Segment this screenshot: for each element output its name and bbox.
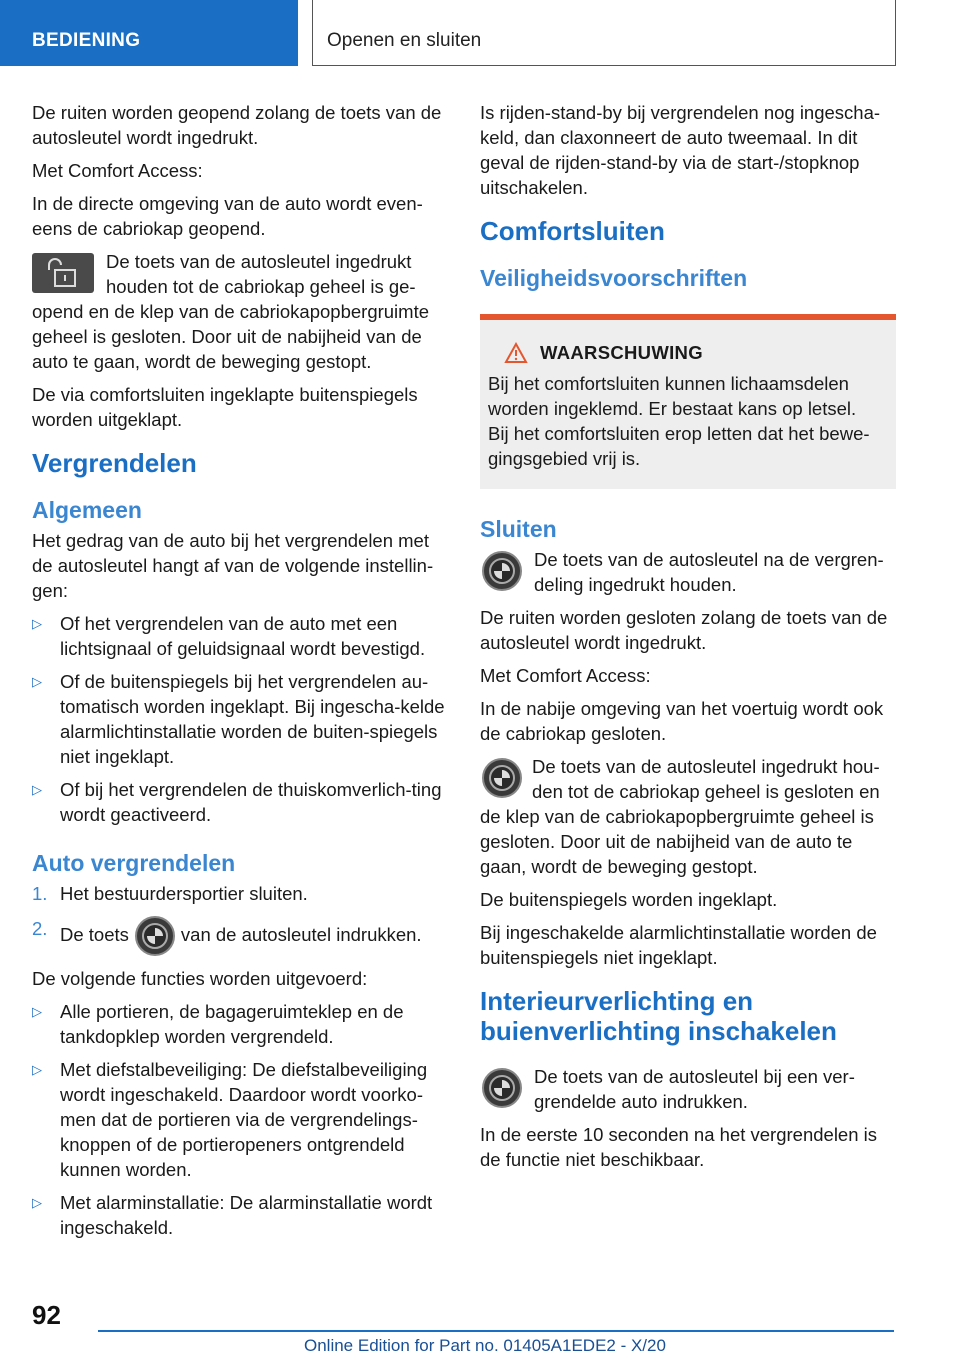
list-item: 1. Het bestuurdersportier sluiten. — [32, 883, 308, 904]
triangle-bullet-icon: ▷ — [32, 1062, 42, 1077]
paragraph-text: De toets van de autosleutel na de vergren-deling ingedrukt houden. — [534, 549, 884, 595]
page-header — [0, 0, 960, 66]
heading-vergrendelen: Vergrendelen — [32, 448, 197, 478]
list-item: ▷ Alle portieren, de bagageruimteklep en de tankdopklep worden vergrendeld. — [32, 1001, 404, 1047]
paragraph-text: De toets van de autosleutel ingedrukt hou-den tot de cabriokap geheel is gesloten en de klep van de cabriokapopbergruimte geheel is gesloten. Door uit de nabijheid van de auto te gaan, wordt de beweging gestopt. — [480, 756, 880, 877]
heading-sluiten: Sluiten — [480, 516, 557, 542]
chapter-title: Openen en sluiten — [312, 0, 896, 66]
heading-interieurverlichting: Interieurverlichting en buienverlichting inschakelen — [480, 986, 837, 1046]
right-column — [480, 100, 896, 1180]
icon-paragraph — [32, 249, 446, 374]
paragraph: De ruiten worden geopend zolang de toets van de autosleutel wordt ingedrukt. — [32, 102, 442, 148]
paragraph: In de directe omgeving van de auto wordt even-eens de cabriokap geopend. — [32, 193, 423, 239]
paragraph: Met Comfort Access: — [32, 160, 203, 181]
paragraph: In de nabije omgeving van het voertuig wordt ook de cabriokap gesloten. — [480, 698, 884, 744]
unlock-icon — [32, 253, 94, 293]
paragraph-text: De toets van de autosleutel ingedrukt houden tot de cabriokap geheel is ge-opend en de klep van de cabriokapopbergruimte geheel is gesloten. Door uit de nabijheid van de auto te gaan, wordt de beweging gestopt. — [32, 251, 430, 372]
list-item: ▷ Met alarminstallatie: De alarminstallatie wordt ingeschakeld. — [32, 1192, 433, 1238]
bullet-list — [32, 611, 446, 827]
heading-comfortsluiten: Comfortsluiten — [480, 216, 665, 246]
paragraph: Is rijden-stand-by bij vergrendelen nog ingescha-keld, dan claxonneert de auto tweemaal. In dit geval de rijden-stand-by via de start-/stopknop uitschakelen. — [480, 102, 881, 198]
numbered-list — [32, 881, 446, 956]
list-item: ▷ Of het vergrendelen van de auto met een lichtsignaal of geluidsignaal wordt bevestigd. — [32, 613, 426, 659]
warning-triangle-icon — [504, 342, 528, 364]
heading-veiligheidsvoorschriften: Veiligheidsvoorschriften — [480, 265, 748, 291]
warning-box — [480, 314, 896, 489]
paragraph: Het gedrag van de auto bij het vergrendelen met de autosleutel hangt af van de volgende instellin-gen: — [32, 530, 434, 601]
list-item: 2. De toets van de autosleutel indrukken. — [32, 916, 446, 956]
bmw-key-icon — [482, 758, 522, 798]
triangle-bullet-icon: ▷ — [32, 1004, 42, 1019]
paragraph: De volgende functies worden uitgevoerd: — [32, 968, 368, 989]
page-number: 92 — [32, 1300, 61, 1330]
triangle-bullet-icon: ▷ — [32, 1195, 42, 1210]
warning-text: Bij het comfortsluiten erop letten dat het bewe-gingsgebied vrij is. — [488, 423, 870, 469]
list-item: ▷ Of de buitenspiegels bij het vergrendelen au-tomatisch worden ingeklapt. Bij ingescha-kelde alarmlichtinstallatie worden de buiten-spiegels niet ingeklapt. — [32, 671, 445, 767]
paragraph: Met Comfort Access: — [480, 665, 651, 686]
list-item: ▷ Met diefstalbeveiliging: De diefstalbeveiliging wordt ingeschakeld. Daardoor wordt voorko-men dat de portieren via de vergrendelings-knoppen of de portieropeners ontgrendeld kunnen worden. — [32, 1059, 428, 1180]
section-tab: BEDIENING — [0, 0, 298, 66]
warning-text: Bij het comfortsluiten kunnen lichaamsdelen worden ingeklemd. Er bestaat kans op letsel. — [488, 373, 857, 419]
bullet-list — [32, 999, 446, 1240]
warning-heading: WAARSCHUWING — [488, 340, 884, 365]
paragraph: In de eerste 10 seconden na het vergrendelen is de functie niet beschikbaar. — [480, 1124, 878, 1170]
bmw-key-icon — [482, 1068, 522, 1108]
bmw-key-icon — [135, 916, 175, 956]
triangle-bullet-icon: ▷ — [32, 616, 42, 631]
heading-auto-vergrendelen: Auto vergrendelen — [32, 850, 236, 876]
footer-edition: Online Edition for Part no. 01405A1EDE2 - X/20 — [304, 1336, 666, 1355]
triangle-bullet-icon: ▷ — [32, 674, 42, 689]
paragraph: De buitenspiegels worden ingeklapt. — [480, 889, 778, 910]
paragraph: De ruiten worden gesloten zolang de toets van de autosleutel wordt ingedrukt. — [480, 607, 888, 653]
paragraph-text: De toets van de autosleutel bij een ver-grendelde auto indrukken. — [534, 1066, 855, 1112]
icon-paragraph — [480, 547, 896, 597]
paragraph: Bij ingeschakelde alarmlichtinstallatie worden de buitenspiegels niet ingeklapt. — [480, 922, 877, 968]
footer-divider — [98, 1330, 894, 1332]
bmw-key-icon — [482, 551, 522, 591]
icon-paragraph — [480, 1064, 896, 1114]
triangle-bullet-icon: ▷ — [32, 782, 42, 797]
left-column — [32, 100, 446, 1248]
icon-paragraph — [480, 754, 896, 879]
list-item: ▷ Of bij het vergrendelen de thuiskomverlich-ting wordt geactiveerd. — [32, 779, 442, 825]
heading-algemeen: Algemeen — [32, 497, 142, 523]
paragraph: De via comfortsluiten ingeklapte buitenspiegels worden uitgeklapt. — [32, 384, 418, 430]
